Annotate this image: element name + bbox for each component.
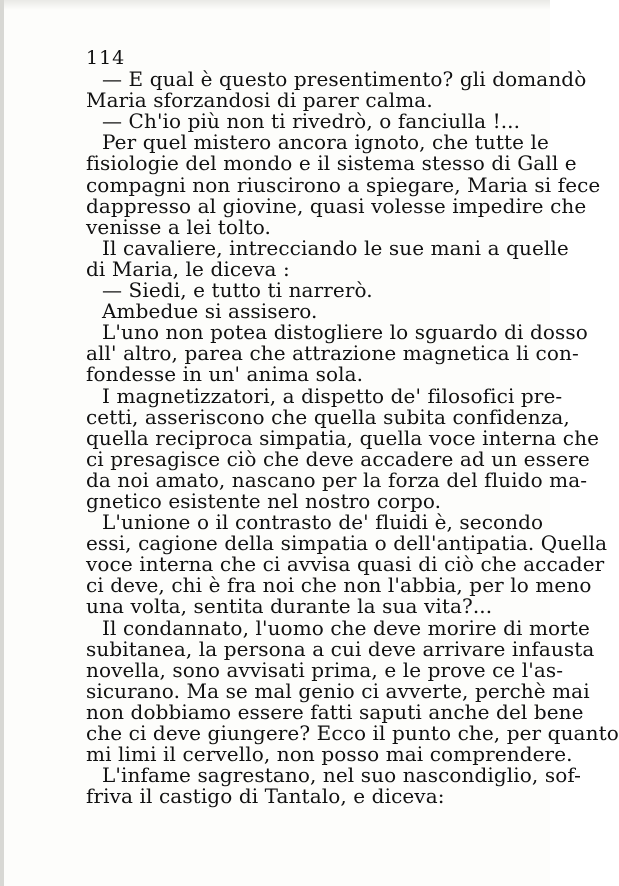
text-line: fisiologie del mondo e il sistema stesso di Gall e	[86, 151, 577, 176]
text-line: I magnetizzatori, a dispetto de' filosofici pre-	[102, 383, 563, 408]
text-line: — Siedi, e tutto ti narrerò.	[102, 278, 373, 303]
text-line: Ambedue si assisero.	[102, 299, 318, 324]
text-line: venisse a lei tolto.	[86, 214, 271, 239]
text-line: Il cavaliere, intrecciando le sue mani a quelle	[102, 235, 569, 260]
text-line: friva il castigo di Tantalo, e diceva:	[86, 784, 445, 809]
text-line: L'uno non potea distogliere lo sguardo di dosso	[102, 320, 588, 345]
text-line: che ci deve giungere? Ecco il punto che, per quanto	[86, 721, 619, 745]
text-line: cetti, asseriscono che quella subita confidenza,	[86, 404, 570, 429]
text-line: quella reciproca simpatia, quella voce interna che	[86, 425, 600, 450]
text-line: — Ch'io più non ti rivedrò, o fanciulla !...	[102, 109, 521, 134]
page-text	[86, 47, 619, 809]
text-line: L'unione o il contrasto de' fluidi è, secondo	[102, 510, 544, 535]
text-line: sicurano. Ma se mal genio ci avverte, perchè mai	[86, 678, 590, 703]
text-line: non dobbiamo essere fatti saputi anche del bene	[86, 699, 584, 724]
text-line: — E qual è questo presentimento? gli domandò	[102, 67, 587, 92]
text-line: ci presagisce ciò che deve accadere ad un essere	[86, 446, 590, 471]
text-line: di Maria, le diceva :	[86, 256, 290, 281]
text-line: all' altro, parea che attrazione magnetica li con-	[86, 341, 579, 366]
text-line: compagni non riuscirono a spiegare, Maria si fece	[86, 172, 601, 197]
text-line: Maria sforzandosi di parer calma.	[86, 88, 433, 113]
text-line: fondesse in un' anima sola.	[86, 362, 364, 387]
page-number: 114	[86, 47, 126, 69]
text-line: Per quel mistero ancora ignoto, che tutte le	[102, 130, 549, 155]
text-line: essi, cagione della simpatia o dell'antipatia. Quella	[86, 531, 608, 556]
page-top-edge	[0, 0, 550, 10]
text-line: novella, sono avvisati prima, e le prove ce l'as-	[86, 657, 564, 682]
text-line: mi limi il cervello, non posso mai comprendere.	[86, 742, 573, 767]
text-line: subitanea, la persona a cui deve arrivare infausta	[86, 636, 595, 661]
page-binding-edge	[0, 0, 4, 886]
text-line: ci deve, chi è fra noi che non l'abbia, per lo meno	[86, 573, 592, 598]
text-line: L'infame sagrestano, nel suo nascondiglio, sof-	[102, 763, 581, 788]
text-line: da noi amato, nascano per la forza del fluido ma-	[86, 467, 588, 492]
text-line: voce interna che ci avvisa quasi di ciò che accader	[86, 552, 605, 577]
text-line: una volta, sentita durante la sua vita?...	[86, 594, 493, 619]
text-line: Il condannato, l'uomo che deve morire di morte	[102, 615, 590, 640]
text-line: dappresso al giovine, quasi volesse impedire che	[86, 193, 587, 218]
text-line: gnetico esistente nel nostro corpo.	[86, 488, 442, 513]
